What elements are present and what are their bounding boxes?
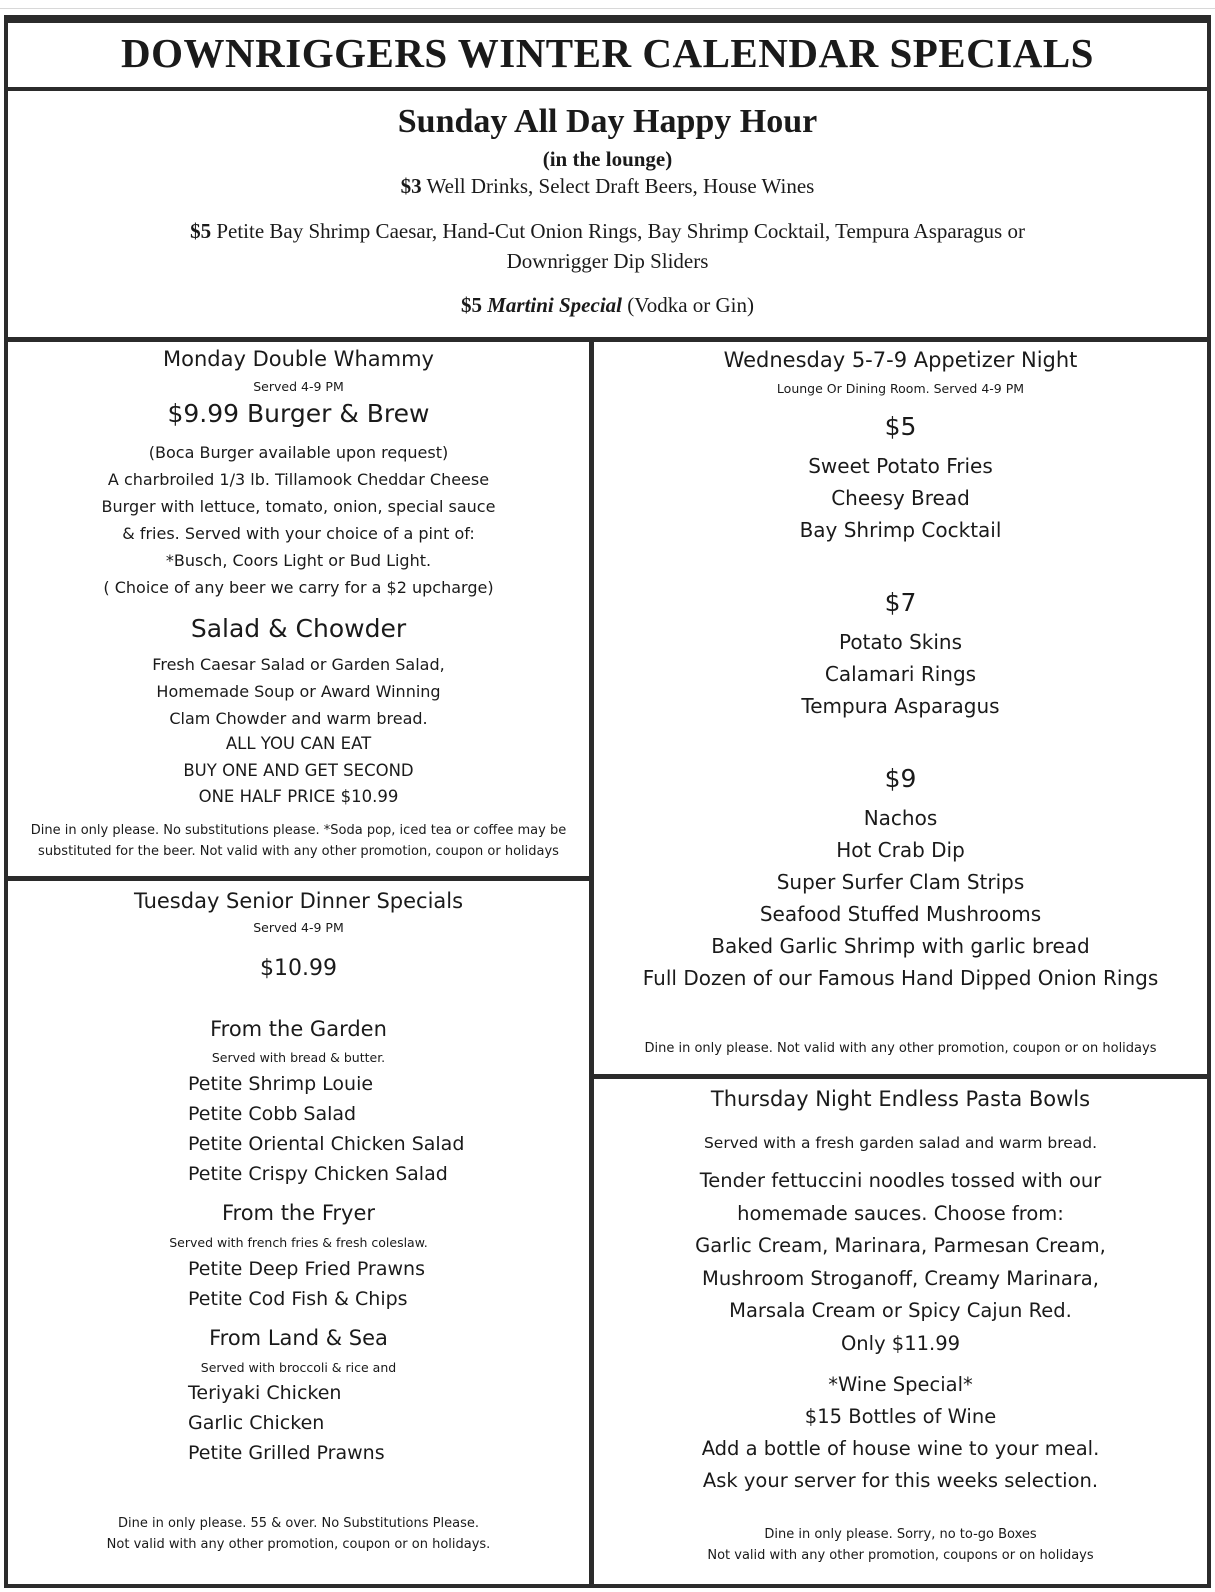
landsea-note: Served with broccoli & rice and <box>200 1360 397 1375</box>
list-item: Tempura Asparagus <box>801 694 1000 718</box>
martini-name: Martini Special <box>487 293 622 317</box>
tuesday-served: Served 4-9 PM <box>253 920 344 935</box>
list-item: Baked Garlic Shrimp with garlic bread <box>711 934 1090 958</box>
salad-line: Clam Chowder and warm bread. <box>169 709 428 728</box>
page-title-text: DOWNRIGGERS WINTER CALENDAR SPECIALS <box>121 30 1094 76</box>
page-title <box>4 15 1211 91</box>
thursday-panel <box>594 1079 1207 1586</box>
list-item: Cheesy Bread <box>831 486 970 510</box>
salad-description <box>8 651 589 732</box>
thursday-fine-print <box>594 1524 1207 1566</box>
tuesday-title: Tuesday Senior Dinner Specials <box>133 889 464 913</box>
tier9-price: $9 <box>884 764 917 793</box>
fine-line: Dine in only please. Sorry, no to-go Boxes <box>764 1527 1037 1542</box>
food-price: $5 <box>190 219 212 243</box>
list-item: Sweet Potato Fries <box>808 454 993 478</box>
burger-line: ( Choice of any beer we carry for a $2 upcharge) <box>103 578 494 597</box>
sunday-title: Sunday All Day Happy Hour <box>397 103 818 140</box>
fryer-list <box>188 1254 425 1314</box>
wine-line: Ask your server for this weeks selection. <box>702 1469 1099 1492</box>
thursday-title: Thursday Night Endless Pasta Bowls <box>710 1087 1091 1111</box>
list-item: Petite Oriental Chicken Salad <box>188 1133 465 1155</box>
list-item: Calamari Rings <box>824 662 977 686</box>
list-item: Garlic Chicken <box>188 1412 325 1434</box>
monday-title: Monday Double Whammy <box>163 347 434 371</box>
wednesday-fine-print: Dine in only please. Not valid with any other promotion, coupon or on holidays <box>644 1041 1157 1056</box>
salad-title: Salad & Chowder <box>190 614 407 643</box>
martini-price: $5 <box>460 293 482 317</box>
tier5-list <box>594 450 1207 546</box>
list-item: Petite Shrimp Louie <box>188 1073 374 1095</box>
list-item: Potato Skins <box>838 630 963 654</box>
drinks-list: Well Drinks, Select Draft Beers, House Wines <box>426 174 815 198</box>
list-item: Seafood Stuffed Mushrooms <box>759 902 1042 926</box>
fine-line: substituted for the beer. Not valid with any other promotion, coupon or holidays <box>38 844 559 859</box>
thursday-served: Served with a fresh garden salad and warm bread. <box>703 1134 1098 1152</box>
burger-description <box>8 439 589 601</box>
garden-title: From the Garden <box>210 1017 387 1041</box>
wednesday-served: Lounge Or Dining Room. Served 4-9 PM <box>776 381 1025 396</box>
desc-line: Garlic Cream, Marinara, Parmesan Cream, <box>695 1234 1106 1257</box>
fine-line: Not valid with any other promotion, coupons or on holidays <box>707 1548 1094 1563</box>
offer-line: ONE HALF PRICE $10.99 <box>198 787 399 806</box>
wednesday-title: Wednesday 5-7-9 Appetizer Night <box>723 348 1078 372</box>
burger-line: & fries. Served with your choice of a pint of: <box>122 524 475 543</box>
list-item: Petite Cod Fish & Chips <box>188 1288 408 1310</box>
burger-line: Burger with lettuce, tomato, onion, special sauce <box>101 497 496 516</box>
monday-fine-print <box>8 820 589 862</box>
food-list-line2: Downrigger Dip Sliders <box>506 249 709 273</box>
tuesday-price: $10.99 <box>260 956 337 981</box>
tuesday-panel <box>8 881 589 1586</box>
sunday-subtitle: (in the lounge) <box>542 147 673 171</box>
burger-title: $9.99 Burger & Brew <box>167 399 430 428</box>
offer-line: BUY ONE AND GET SECOND <box>183 760 414 780</box>
wine-special <box>594 1369 1207 1497</box>
landsea-list <box>188 1378 385 1468</box>
monday-served: Served 4-9 PM <box>253 379 344 394</box>
pasta-description <box>594 1165 1207 1360</box>
list-item: Petite Grilled Prawns <box>188 1442 385 1464</box>
wednesday-panel <box>594 342 1207 1074</box>
list-item: Petite Crispy Chicken Salad <box>188 1163 448 1185</box>
burger-line: (Boca Burger available upon request) <box>148 443 449 462</box>
garden-note: Served with bread & butter. <box>211 1050 386 1065</box>
garden-list <box>188 1069 464 1189</box>
wine-title: *Wine Special* <box>828 1373 973 1396</box>
desc-line: Tender fettuccini noodles tossed with our <box>699 1169 1102 1192</box>
landsea-title: From Land & Sea <box>209 1326 388 1350</box>
wine-line: Add a bottle of house wine to your meal. <box>701 1437 1100 1460</box>
pasta-price: Only $11.99 <box>840 1331 961 1355</box>
list-item: Hot Crab Dip <box>836 838 965 862</box>
salad-line: Fresh Caesar Salad or Garden Salad, <box>152 655 445 674</box>
monday-panel <box>8 342 589 876</box>
fine-line: Dine in only please. 55 & over. No Substitutions Please. <box>118 1516 479 1531</box>
sunday-martini-line <box>8 293 1207 318</box>
sunday-food-line <box>8 219 1207 244</box>
salad-line: Homemade Soup or Award Winning <box>156 682 441 701</box>
fryer-note: Served with french fries & fresh coleslaw. <box>169 1235 428 1250</box>
list-item: Bay Shrimp Cocktail <box>799 518 1002 542</box>
fine-line: Not valid with any other promotion, coupon or on holidays. <box>106 1537 491 1552</box>
tuesday-fine-print <box>8 1513 589 1555</box>
tier7-list <box>594 626 1207 722</box>
desc-line: homemade sauces. Choose from: <box>737 1201 1064 1225</box>
list-item: Nachos <box>863 806 938 830</box>
tier5-price: $5 <box>884 412 917 441</box>
burger-line: A charbroiled 1/3 lb. Tillamook Cheddar Cheese <box>107 470 490 489</box>
desc-line: Mushroom Stroganoff, Creamy Marinara, <box>702 1266 1099 1290</box>
fryer-title: From the Fryer <box>221 1201 375 1225</box>
burger-line: *Busch, Coors Light or Bud Light. <box>165 551 432 570</box>
tier9-list <box>594 802 1207 994</box>
drinks-price: $3 <box>400 174 422 198</box>
list-item: Petite Deep Fried Prawns <box>188 1258 425 1280</box>
list-item: Super Surfer Clam Strips <box>776 870 1025 894</box>
offer-line: ALL YOU CAN EAT <box>225 734 372 753</box>
wine-price: $15 Bottles of Wine <box>804 1405 997 1428</box>
list-item: Teriyaki Chicken <box>188 1382 342 1404</box>
sunday-drinks-line <box>8 174 1207 199</box>
tier7-price: $7 <box>884 588 917 617</box>
salad-offer <box>8 731 589 811</box>
martini-note: (Vodka or Gin) <box>627 293 755 317</box>
food-list-line1: Petite Bay Shrimp Caesar, Hand-Cut Onion Rings, Bay Shrimp Cocktail, Tempura Asparagus or <box>216 219 1025 243</box>
fine-line: Dine in only please. No substitutions please. *Soda pop, iced tea or coffee may be <box>30 823 567 838</box>
list-item: Petite Cobb Salad <box>188 1103 357 1125</box>
list-item: Full Dozen of our Famous Hand Dipped Onion Rings <box>642 966 1159 990</box>
page-edge <box>0 8 1215 9</box>
desc-line: Marsala Cream or Spicy Cajun Red. <box>729 1299 1072 1322</box>
sunday-section <box>8 91 1207 338</box>
